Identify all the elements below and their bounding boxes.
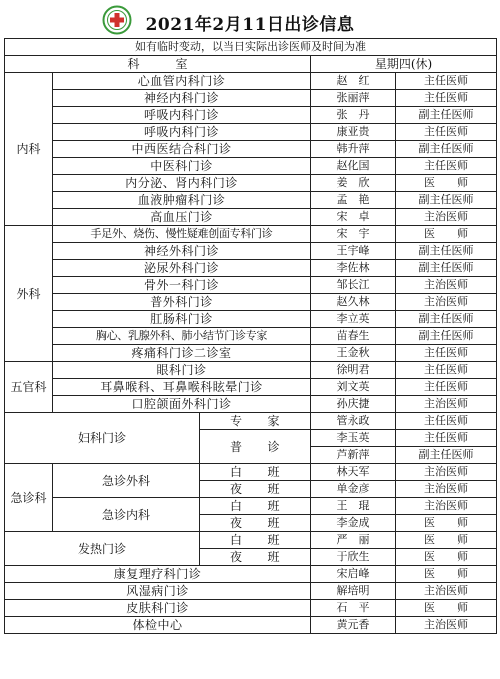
doctor-name: 张 丹 <box>311 107 396 124</box>
table-row <box>5 464 497 481</box>
table-row <box>5 600 497 617</box>
table-row <box>5 141 497 158</box>
doctor-name: 刘文英 <box>311 379 396 396</box>
doctor-title: 主任医师 <box>396 124 497 141</box>
clinic-name: 肛肠科门诊 <box>53 311 311 328</box>
clinic-name: 骨外一科门诊 <box>53 277 311 294</box>
clinic-name: 神经外科门诊 <box>53 243 311 260</box>
doctor-title: 主治医师 <box>396 277 497 294</box>
clinic-name: 耳鼻喉科、耳鼻喉科眩晕门诊 <box>53 379 311 396</box>
department-group: 五官科 <box>5 362 53 413</box>
clinic-name: 口腔颌面外科门诊 <box>53 396 311 413</box>
doctor-title: 主治医师 <box>396 617 497 634</box>
doctor-name: 单金彦 <box>311 481 396 498</box>
clinic-name: 神经内科门诊 <box>53 90 311 107</box>
doctor-name: 韩升萍 <box>311 141 396 158</box>
doctor-title: 主任医师 <box>396 430 497 447</box>
doctor-title: 主治医师 <box>396 498 497 515</box>
department-group: 妇科门诊 <box>5 413 200 464</box>
page-title: 2021年2月11日出诊信息 <box>145 15 355 35</box>
doctor-name: 石 平 <box>311 600 396 617</box>
table-row <box>5 158 497 175</box>
doctor-title: 主任医师 <box>396 362 497 379</box>
table-row <box>5 362 497 379</box>
clinic-name: 皮肤科门诊 <box>5 600 311 617</box>
doctor-name: 于欣生 <box>311 549 396 566</box>
doctor-name: 李玉英 <box>311 430 396 447</box>
clinic-name: 血液肿瘤科门诊 <box>53 192 311 209</box>
doctor-name: 苗春生 <box>311 328 396 345</box>
doctor-name: 赵化国 <box>311 158 396 175</box>
doctor-title: 副主任医师 <box>396 107 497 124</box>
table-row <box>5 617 497 634</box>
table-row <box>5 566 497 583</box>
doctor-title: 副主任医师 <box>396 311 497 328</box>
clinic-name: 高血压门诊 <box>53 209 311 226</box>
department-group: 发热门诊 <box>5 532 200 566</box>
doctor-name: 管永政 <box>311 413 396 430</box>
doctor-name: 李金成 <box>311 515 396 532</box>
shift-label: 夜 班 <box>200 549 311 566</box>
department-group: 内科 <box>5 73 53 226</box>
doctor-name: 解培明 <box>311 583 396 600</box>
shift-label: 夜 班 <box>200 515 311 532</box>
doctor-name: 赵久林 <box>311 294 396 311</box>
doctor-title: 副主任医师 <box>396 141 497 158</box>
table-row <box>5 379 497 396</box>
table-row <box>5 175 497 192</box>
table-row <box>5 311 497 328</box>
doctor-title: 主治医师 <box>396 464 497 481</box>
doctor-title: 副主任医师 <box>396 260 497 277</box>
doctor-title: 副主任医师 <box>396 447 497 464</box>
doctor-name: 宋 宇 <box>311 226 396 243</box>
doctor-title: 医 师 <box>396 532 497 549</box>
doctor-name: 徐明君 <box>311 362 396 379</box>
schedule-table <box>4 38 497 634</box>
clinic-name: 内分泌、肾内科门诊 <box>53 175 311 192</box>
notice-row <box>5 39 497 56</box>
table-row <box>5 124 497 141</box>
day-header: 星期四(休) <box>311 56 497 73</box>
visit-type: 专 家 <box>200 413 311 430</box>
table-row <box>5 413 497 430</box>
table-row <box>5 243 497 260</box>
clinic-name: 泌尿外科门诊 <box>53 260 311 277</box>
doctor-name: 宋 卓 <box>311 209 396 226</box>
doctor-name: 严 丽 <box>311 532 396 549</box>
doctor-title: 主治医师 <box>396 294 497 311</box>
table-row <box>5 532 497 549</box>
doctor-title: 副主任医师 <box>396 328 497 345</box>
clinic-name: 体检中心 <box>5 617 311 634</box>
table-row <box>5 209 497 226</box>
doctor-name: 张丽萍 <box>311 90 396 107</box>
sub-department: 急诊内科 <box>53 498 200 532</box>
table-row <box>5 294 497 311</box>
doctor-title: 主任医师 <box>396 379 497 396</box>
doctor-title: 主治医师 <box>396 583 497 600</box>
doctor-title: 医 师 <box>396 566 497 583</box>
doctor-title: 主任医师 <box>396 73 497 90</box>
shift-label: 白 班 <box>200 498 311 515</box>
doctor-title: 主任医师 <box>396 90 497 107</box>
table-row <box>5 226 497 243</box>
doctor-name: 王金秋 <box>311 345 396 362</box>
doctor-name: 芦新萍 <box>311 447 396 464</box>
doctor-name: 姜 欣 <box>311 175 396 192</box>
table-row <box>5 107 497 124</box>
doctor-title: 主任医师 <box>396 158 497 175</box>
department-group: 急诊科 <box>5 464 53 532</box>
clinic-name: 眼科门诊 <box>53 362 311 379</box>
doctor-title: 医 师 <box>396 549 497 566</box>
table-row <box>5 260 497 277</box>
doctor-title: 副主任医师 <box>396 192 497 209</box>
sub-department: 急诊外科 <box>53 464 200 498</box>
doctor-name: 林天军 <box>311 464 396 481</box>
table-row <box>5 583 497 600</box>
doctor-title: 医 师 <box>396 515 497 532</box>
doctor-name: 孟 艳 <box>311 192 396 209</box>
doctor-title: 副主任医师 <box>396 243 497 260</box>
table-row <box>5 328 497 345</box>
table-row <box>5 90 497 107</box>
shift-label: 白 班 <box>200 464 311 481</box>
clinic-name: 中西医结合科门诊 <box>53 141 311 158</box>
clinic-name: 手足外、烧伤、慢性疑难创面专科门诊 <box>53 226 311 243</box>
doctor-name: 宋启峰 <box>311 566 396 583</box>
table-row <box>5 73 497 90</box>
table-row <box>5 277 497 294</box>
clinic-name: 中医科门诊 <box>53 158 311 175</box>
clinic-name: 风湿病门诊 <box>5 583 311 600</box>
doctor-title: 医 师 <box>396 226 497 243</box>
doctor-name: 黄元香 <box>311 617 396 634</box>
table-row <box>5 345 497 362</box>
header-row <box>5 56 497 73</box>
doctor-title: 主任医师 <box>396 413 497 430</box>
clinic-name: 胸心、乳腺外科、肺小结节门诊专家 <box>53 328 311 345</box>
shift-label: 夜 班 <box>200 481 311 498</box>
table-row <box>5 498 497 515</box>
doctor-title: 主任医师 <box>396 345 497 362</box>
doctor-name: 孙庆捷 <box>311 396 396 413</box>
department-group: 外科 <box>5 226 53 362</box>
doctor-name: 李佐林 <box>311 260 396 277</box>
dept-header: 科 室 <box>5 56 311 73</box>
shift-label: 白 班 <box>200 532 311 549</box>
doctor-name: 王宇峰 <box>311 243 396 260</box>
clinic-name: 心血管内科门诊 <box>53 73 311 90</box>
doctor-title: 主治医师 <box>396 481 497 498</box>
doctor-title: 主治医师 <box>396 209 497 226</box>
clinic-name: 呼吸内科门诊 <box>53 124 311 141</box>
doctor-name: 李立英 <box>311 311 396 328</box>
table-row <box>5 396 497 413</box>
clinic-name: 普外科门诊 <box>53 294 311 311</box>
doctor-name: 康亚贵 <box>311 124 396 141</box>
clinic-name: 康复理疗科门诊 <box>5 566 311 583</box>
notice-text: 如有临时变动，以当日实际出诊医师及时间为准 <box>5 39 497 56</box>
doctor-name: 邹长江 <box>311 277 396 294</box>
clinic-name: 疼痛科门诊二诊室 <box>53 345 311 362</box>
doctor-name: 赵 红 <box>311 73 396 90</box>
doctor-name: 王 琨 <box>311 498 396 515</box>
table-row <box>5 192 497 209</box>
doctor-title: 医 师 <box>396 175 497 192</box>
doctor-title: 主治医师 <box>396 396 497 413</box>
doctor-title: 医 师 <box>396 600 497 617</box>
visit-type: 普 诊 <box>200 430 311 464</box>
clinic-name: 呼吸内科门诊 <box>53 107 311 124</box>
